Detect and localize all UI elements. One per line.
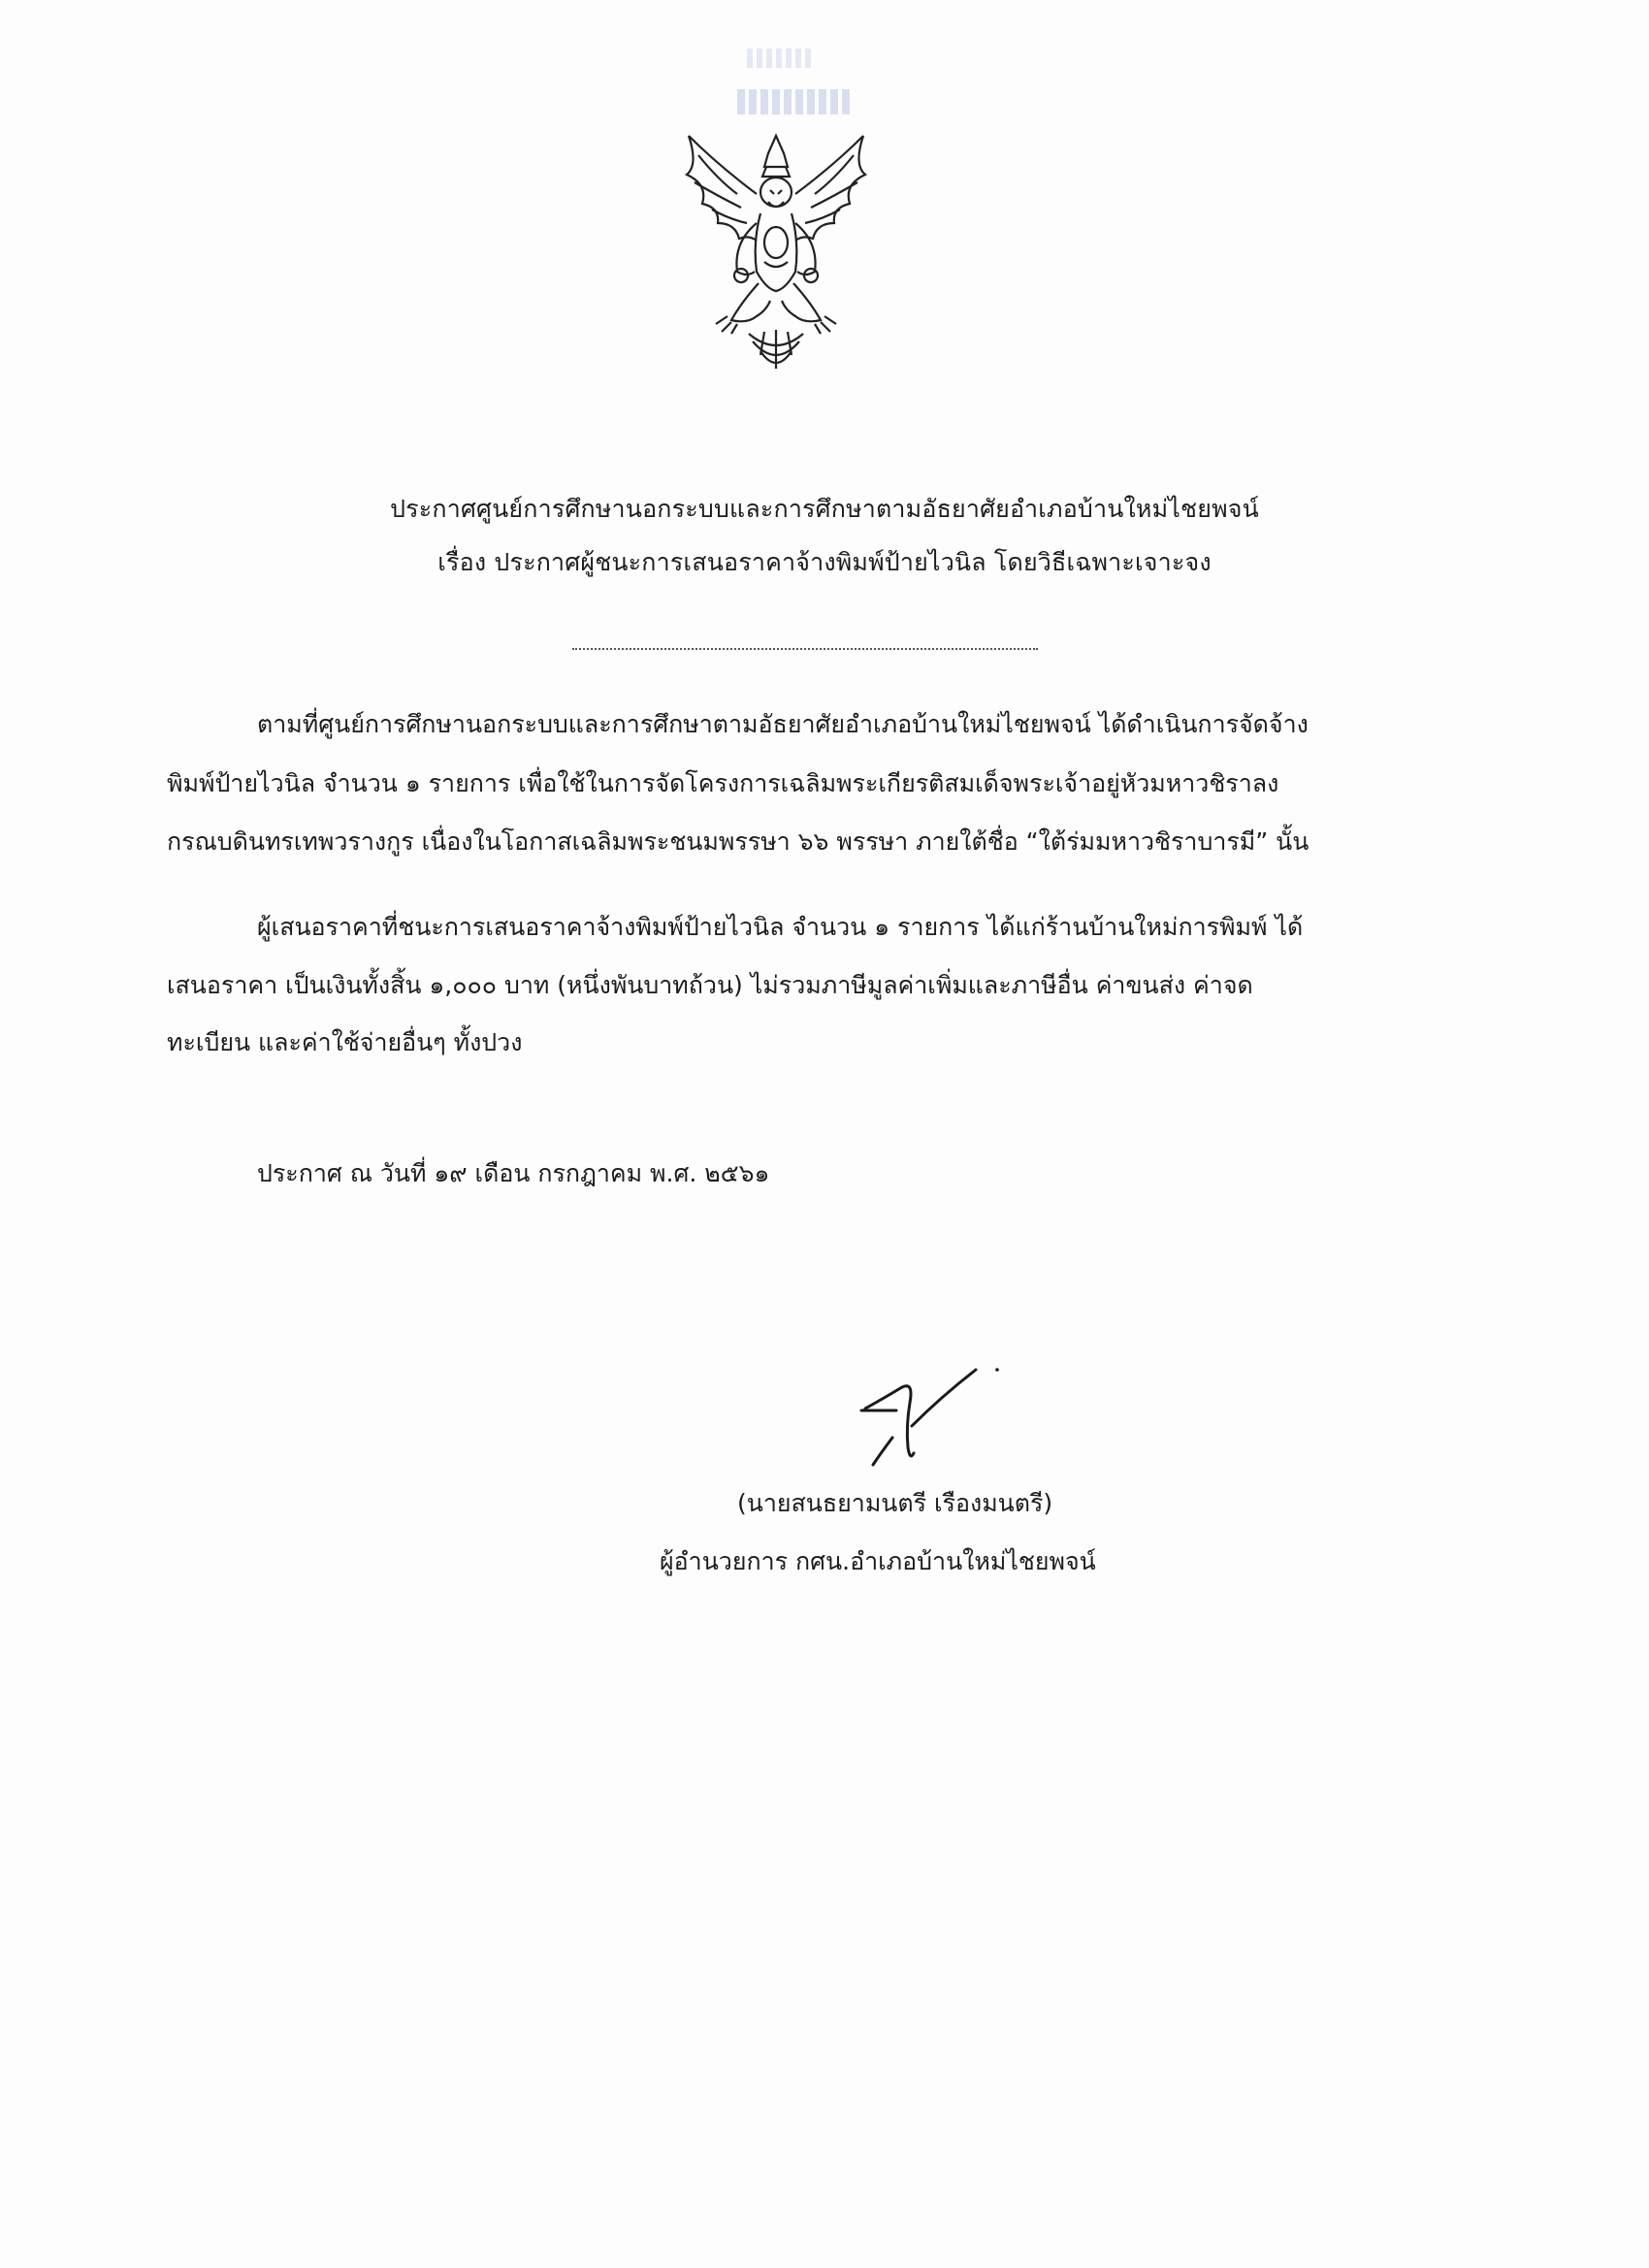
faint-stamp-line [737,89,854,114]
signer-name: (นายสนธยามนตรี เรืองมนตรี) [737,1489,1053,1517]
paragraph-1-line-1: ตามที่ศูนย์การศึกษานอกระบบและการศึกษาตามอัธยาศัยอำเภอบ้านใหม่ไชยพจน์ ได้ดำเนินการจัดจ้าง [257,710,1309,738]
paragraph-2-line-2: เสนอราคา เป็นเงินทั้งสิ้น ๑,๐๐๐ บาท (หนึ่งพันบาทถ้วน) ไม่รวมภาษีมูลค่าเพิ่มและภาษีอื่น ค่าขนส่ง ค่าจด [167,971,1253,999]
announcement-title: ประกาศศูนย์การศึกษานอกระบบและการศึกษาตามอัธยาศัยอำเภอบ้านใหม่ไชยพจน์ [390,495,1259,523]
handwritten-signature [854,1348,1018,1474]
faint-stamp-mark [737,39,873,126]
announcement-date: ประกาศ ณ วันที่ ๑๙ เดือน กรกฎาคม พ.ศ. ๒๕๖๑ [257,1159,770,1187]
paragraph-2-line-3: ทะเบียน และค่าใช้จ่ายอื่นๆ ทั้งปวง [167,1028,523,1056]
announcement-subject: เรื่อง ประกาศผู้ชนะการเสนอราคาจ้างพิมพ์ป้ายไวนิล โดยวิธีเฉพาะเจาะจง [437,548,1212,576]
faint-stamp-line [747,49,815,68]
garuda-emblem-icon [660,126,892,378]
paragraph-1-line-3: กรณบดินทรเทพวรางกูร เนื่องในโอกาสเฉลิมพระชนมพรรษา ๖๖ พรรษา ภายใต้ชื่อ “ใต้ร่มมหาวชิราบารมี” นั้น [167,827,1310,856]
paragraph-1-line-2: พิมพ์ป้ายไวนิล จำนวน ๑ รายการ เพื่อใช้ในการจัดโครงการเฉลิมพระเกียรติสมเด็จพระเจ้าอยู่หัวมหาวชิราลง [167,769,1279,797]
dotted-divider [572,648,1038,650]
paragraph-2-line-1: ผู้เสนอราคาที่ชนะการเสนอราคาจ้างพิมพ์ป้ายไวนิล จำนวน ๑ รายการ ได้แก่ร้านบ้านใหม่การพิมพ์ ได้ [257,913,1304,941]
signer-title: ผู้อำนวยการ กศน.อำเภอบ้านใหม่ไชยพจน์ [660,1547,1096,1575]
